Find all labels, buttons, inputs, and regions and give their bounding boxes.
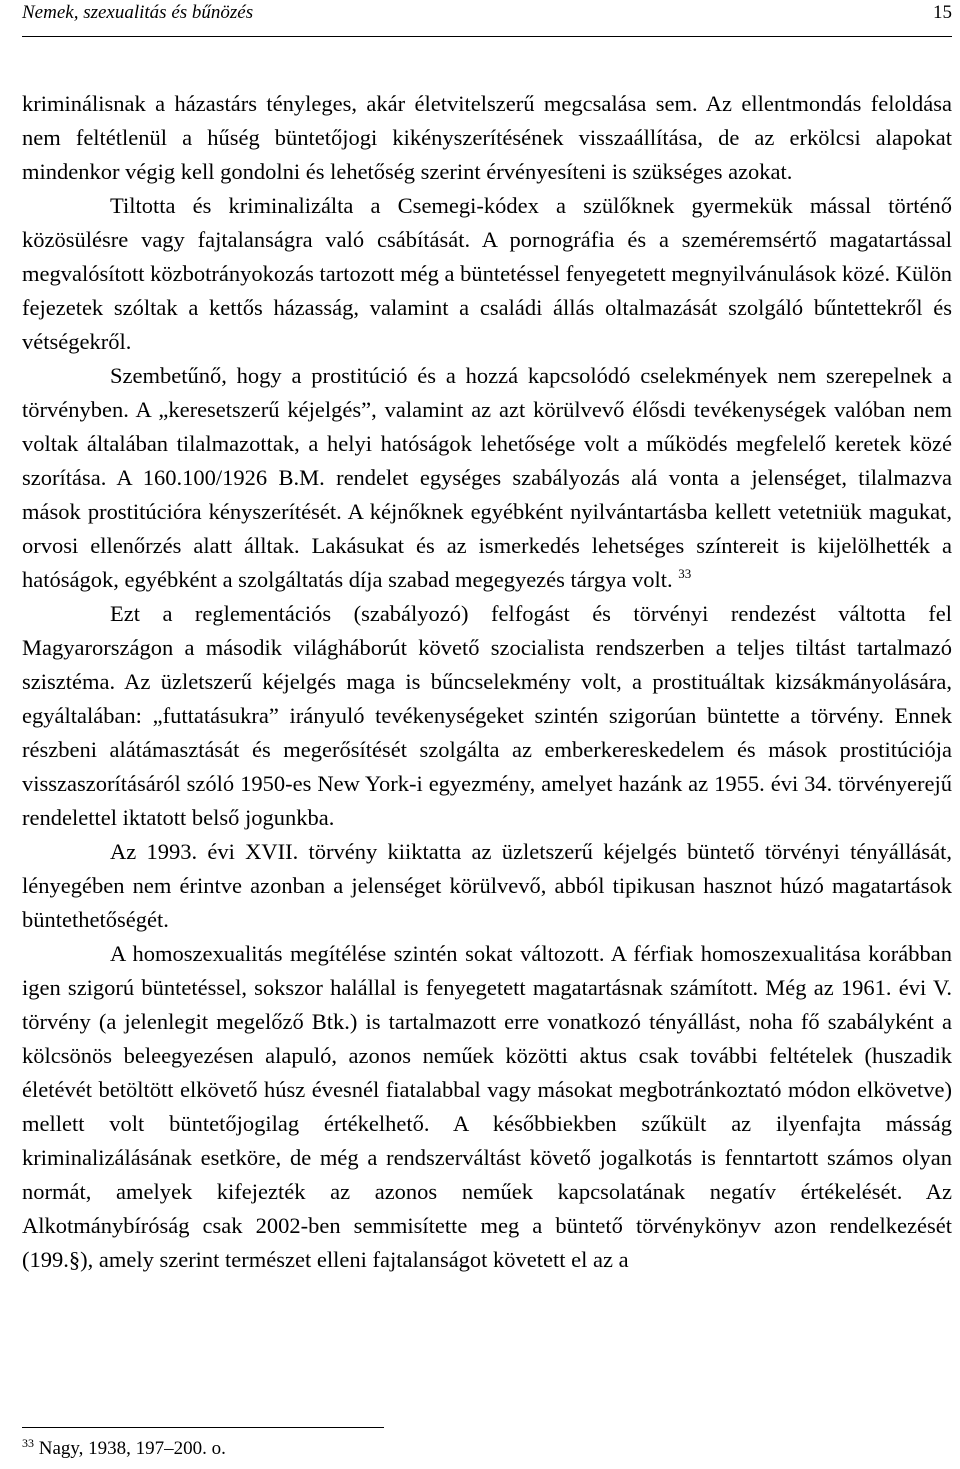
header-rule xyxy=(22,36,952,37)
footnote-text: Nagy, 1938, 197–200. o. xyxy=(38,1438,226,1459)
footnote-reference[interactable]: 33 xyxy=(678,566,692,581)
body-text xyxy=(22,87,952,1277)
paragraph: Tiltotta és kriminalizálta a Csemegi-kódex a szülőknek gyermekük mással történő közösülésre vagy fajtalanságra való csábítását. A pornográfia és a szeméremsértő magatartással megvalósított közbotrányokozás tartozott még a büntetéssel fenyegetett megnyilvánulások közé. Külön fejezetek szóltak a kettős házasság, valamint a családi állás oltalmazását szolgáló bűntettekről és vétségekről. xyxy=(22,193,952,354)
running-header xyxy=(22,0,952,38)
paragraph: Ezt a reglementációs (szabályozó) felfogást és törvényi rendezést váltotta fel Magyarországon a második világháborút követő szocialista rendszerben a teljes tiltást tartalmazó szisztéma. Az üzletszerű kéjelgés maga is bűncselekmény volt, a prostituáltak kizsákmányolására, egyáltalában: „futtatásukra” irányuló tevékenységeket szintén szigorúan büntette a törvény. Ennek részbeni alátámasztását és megerősítését szolgálta az emberkereskedelem és mások prostitúciója visszaszorításáról szóló 1950-es New York-i egyezmény, amelyet hazánk az 1955. évi 34. törvényerejű rendelettel iktatott belső jogunkba. xyxy=(22,601,952,830)
footnote-number: 33 xyxy=(22,1436,34,1450)
running-title: Nemek, szexualitás és bűnözés xyxy=(22,2,254,23)
paragraph: kriminálisnak a házastárs tényleges, akár életvitelszerű megcsalása sem. Az ellentmondás feloldása nem feltétlenül a hűség büntetőjogi kikényszerítésének visszaállítása, de az erkölcsi alapokat mindenkor végig kell gondolni és lehetőség szerint érvényesíteni is szükséges azokat. xyxy=(22,91,952,184)
paragraph: A homoszexualitás megítélése szintén sokat változott. A férfiak homoszexualitása korábban igen szigorú büntetéssel, sokszor halállal is fenyegetett magatartásnak számított. Még az 1961. évi V. törvény (a jelenlegit megelőző Btk.) is tartalmazott erre vonatkozó tényállást, noha fő szabályként a kölcsönös beleegyezésen alapuló, azonos neműek közötti aktus csak további feltételek (huszadik életévét betöltött elkövető húsz évesnél fiatalabbal vagy másokat megbotránkoztató módon elkövetve) mellett volt büntetőjogilag értékelhető. A későbbiekben szűkült az ilyenfajta másság kriminalizálásának esetköre, de még a rendszerváltást követő jogalkotás is fenntartott számos olyan normát, amelyek kifejezték az azonos neműek kapcsolatának negatív értékelését. Az Alkotmánybíróság csak 2002-ben semmisítette meg a büntető törvénykönyv azon rendelkezését (199.§), amely szerint természet elleni fajtalanságot követett el az a xyxy=(22,941,952,1272)
paragraph: Szembetűnő, hogy a prostitúció és a hozzá kapcsolódó cselekmények nem szerepelnek a törvényben. A „keresetszerű kéjelgés”, valamint az azt körülvevő élősdi tevékenységek valóban nem voltak általában tilalmazottak, a helyi hatóságok lehetősége volt a működés megfelelő keretek közé szorítása. A 160.100/1926 B.M. rendelet egységes szabályozás alá vonta a jelenséget, tilalmazva mások prostitúcióra kényszerítését. A kéjnőknek egyébként nyilvántartásba kellett vetetniük magukat, orvosi ellenőrzés alatt álltak. Lakásukat és az ismerkedés lehetséges színtereit is kijelölhették a hatóságok, egyébként a szolgáltatás díja szabad megegyezés tárgya volt. $^{33}$ xyxy=(22,363,952,592)
footnote xyxy=(22,1438,226,1460)
page-number: 15 xyxy=(933,2,952,23)
footnote-rule xyxy=(22,1427,384,1428)
paragraph: Az 1993. évi XVII. törvény kiiktatta az üzletszerű kéjelgés büntető törvényi tényállását, lényegében nem érintve azonban a jelenséget körülvevő, abból tipikusan hasznot húzó magatartások büntethetőségét. xyxy=(22,839,952,932)
